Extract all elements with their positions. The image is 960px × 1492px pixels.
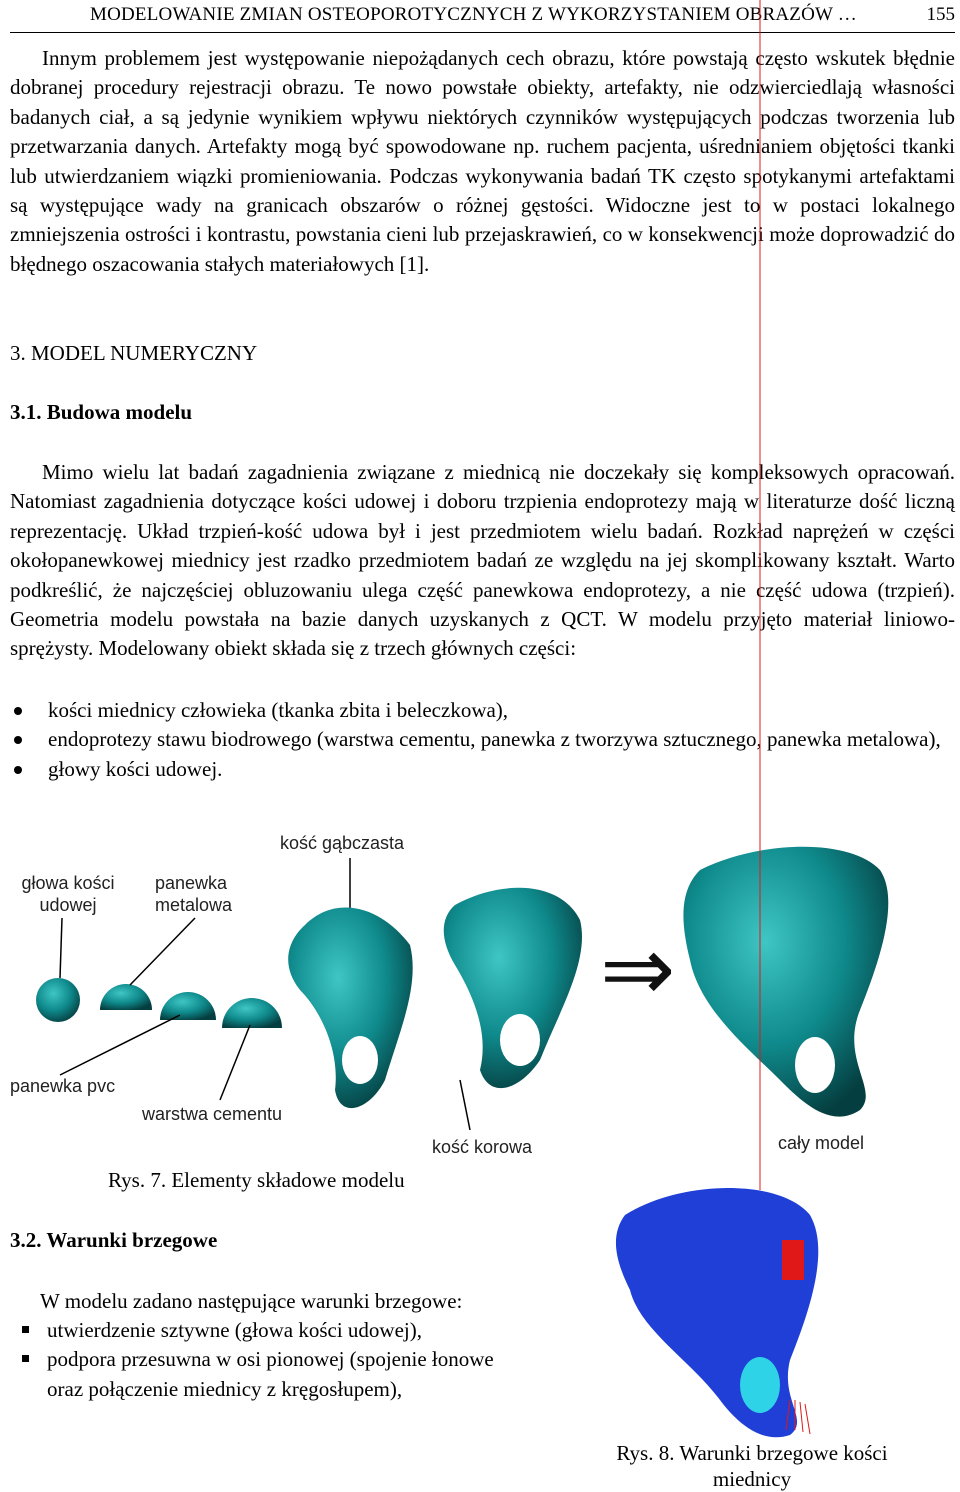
fixed-constraint-marker: [782, 1240, 804, 1280]
label-cement-layer: warstwa cementu: [142, 1104, 283, 1124]
section-3-1-heading: 3.1. Budowa modelu: [10, 400, 193, 424]
figure-8-caption: Rys. 8. Warunki brzegowe kości miednicy: [616, 1441, 888, 1491]
label-pvc-cup: panewka pvc: [10, 1076, 116, 1096]
section-3-2-heading: 3.2. Warunki brzegowe: [10, 1228, 218, 1252]
paragraph-artefacts: Innym problemem jest występowanie niepożądanych cech obrazu, które powstają często wskutek błędnie dobranej procedury rejestracji obrazu. Te nowo powstałe obiekty, artefakty, nie odzwierciedlają własności badanych ciał, a są jedynie wynikiem wpływu niektórych czynników występujących podczas tworzenia lub przetwarzania danych. Artefakty mogą być spowodowane np. ruchem pacjenta, uśrednianiem objętości tkanki lub utwierdzaniem wiązki promieniowania. Podczas wykonywania badań TK często spotykanymi artefaktami są występujące wady na granicach obszarów o różnej gęstości. Widoczne jest to w postaci lokalnego zmniejszenia ostrości i kontrastu, powstania cieni lub przejaskrawień, co w konsekwencji może doprowadzić do błędnego oszacowania stałych materiałowych [1].: [10, 46, 955, 276]
list-item: endoprotezy stawu biodrowego (warstwa cementu, panewka z tworzywa sztucznego, panewka metalowa),: [10, 725, 955, 754]
paragraph-boundary-intro: W modelu zadano następujące warunki brzegowe:: [40, 1289, 463, 1313]
pelvis-mesh-shape: [616, 1188, 818, 1437]
figure-7-caption: Rys. 7. Elementy składowe modelu: [108, 1168, 405, 1192]
list-item: kości miednicy człowieka (tkanka zbita i beleczkowa),: [10, 696, 955, 725]
label-whole-model: cały model: [778, 1133, 865, 1153]
page-number: 155: [926, 4, 955, 25]
list-item: głowy kości udowej.: [10, 755, 955, 784]
label-metal-cup: panewka metalowa: [155, 873, 233, 915]
label-femoral-head: głowa kości udowej: [21, 873, 115, 915]
foramen-cyan: [740, 1357, 780, 1413]
header-title: MODELOWANIE ZMIAN OSTEOPOROTYCZNYCH Z WYKORZYSTANIEM OBRAZÓW …: [90, 4, 857, 25]
section-3-heading: 3. MODEL NUMERYCZNY: [10, 341, 258, 365]
implies-arrow: ⇒: [600, 917, 676, 1022]
label-spongy-bone: kość gąbczasta: [280, 833, 405, 853]
label-cortical-bone: kość korowa: [432, 1137, 533, 1157]
list-item: utwierdzenie sztywne (głowa kości udowej),: [10, 1316, 550, 1345]
list-item: podpora przesuwna w osi pionowej (spojenie łonowe oraz połączenie miednicy z kręgosłupem),: [10, 1345, 517, 1404]
paragraph-model-structure: Mimo wielu lat badań zagadnienia związane z miednicą nie doczekały się kompleksowych opracowań. Natomiast zagadnienia dotyczące kości udowej i doboru trzpienia endoprotezy mają w literaturze dość liczną reprezentację. Układ trzpień-kość udowa był i jest przedmiotem wielu badań. Rozkład naprężeń w części okołopanewkowej miednicy jest rzadko przedmiotem badań ze względu na jej skomplikowany kształt. Warto podkreślić, że najczęściej obluzowaniu ulega część panewkowa endoprotezy, a nie część udowa (trzpień). Geometria modelu powstała na bazie danych uzyskanych z QCT. W modelu przyjęto materiał liniowo-sprężysty. Modelowany obiekt składa się z trzech głównych części:: [10, 460, 955, 661]
